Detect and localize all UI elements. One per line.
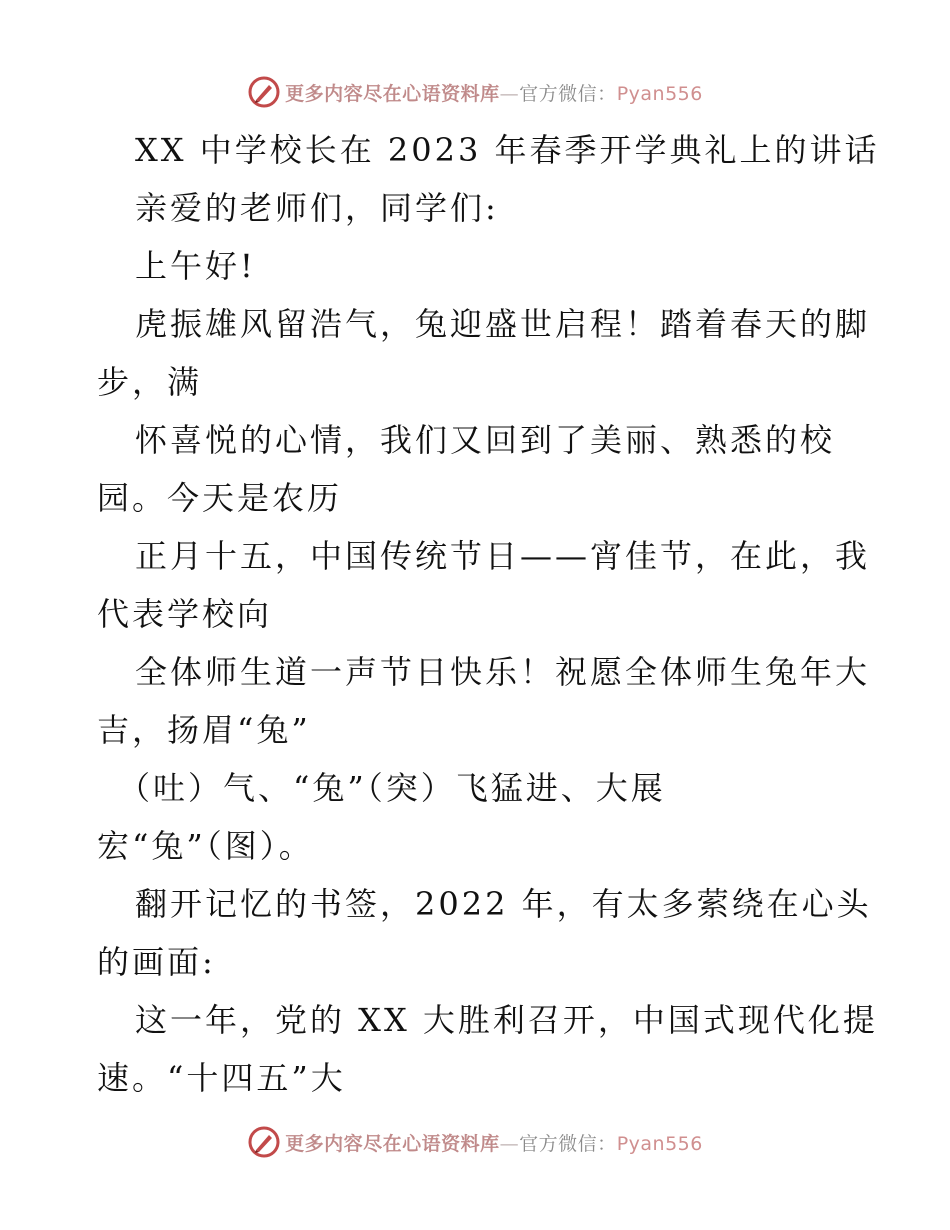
watermark-id: Pyan556: [616, 1132, 703, 1155]
pen-logo-icon: [247, 1125, 281, 1159]
paragraph-line: 翻开记忆的书签，2022 年，有太多萦绕在心头: [135, 885, 872, 923]
paragraph-line: 的画面:: [97, 943, 216, 981]
watermark-main: 更多内容尽在心语资料库: [285, 82, 500, 105]
paragraph-line: 速。“十四五”大: [97, 1059, 346, 1097]
paragraph-line: 全体师生道一声节日快乐！祝愿全体师生兔年大: [135, 653, 871, 691]
paragraph-line: 吉，扬眉“兔”: [97, 711, 311, 749]
paragraph-line: 步，满: [97, 363, 203, 401]
header-watermark: [0, 72, 950, 112]
paragraph-line: 正月十五，中国传统节日——宵佳节，在此，我: [135, 537, 871, 575]
paragraph-line: 虎振雄风留浩气，兔迎盛世启程！踏着春天的脚: [135, 305, 871, 343]
footer-watermark: [0, 1122, 950, 1162]
paragraph-line: （吐）气、“兔”（突）飞猛进、大展: [118, 769, 666, 807]
pen-logo-icon: [247, 75, 281, 109]
watermark-text: [285, 79, 703, 106]
document-title: XX 中学校长在 2023 年春季开学典礼上的讲话: [135, 131, 880, 169]
watermark-dash: —: [499, 1132, 520, 1155]
watermark-text: [285, 1129, 703, 1156]
paragraph-line: 代表学校向: [97, 595, 273, 633]
watermark-side: 官方微信：: [519, 1132, 617, 1155]
paragraph-line: 这一年，党的 XX 大胜利召开，中国式现代化提: [135, 1001, 878, 1039]
paragraph-line: 上午好!: [135, 247, 256, 285]
paragraph-line: 园。今天是农历: [97, 479, 343, 517]
paragraph-line: 怀喜悦的心情，我们又回到了美丽、熟悉的校: [135, 421, 836, 459]
watermark-main: 更多内容尽在心语资料库: [285, 1132, 500, 1155]
watermark-side: 官方微信：: [519, 82, 617, 105]
paragraph-line: 亲爱的老师们，同学们:: [135, 189, 499, 227]
watermark-dash: —: [499, 82, 520, 105]
watermark-id: Pyan556: [616, 82, 703, 105]
paragraph-line: 宏“兔”（图）。: [97, 827, 314, 865]
